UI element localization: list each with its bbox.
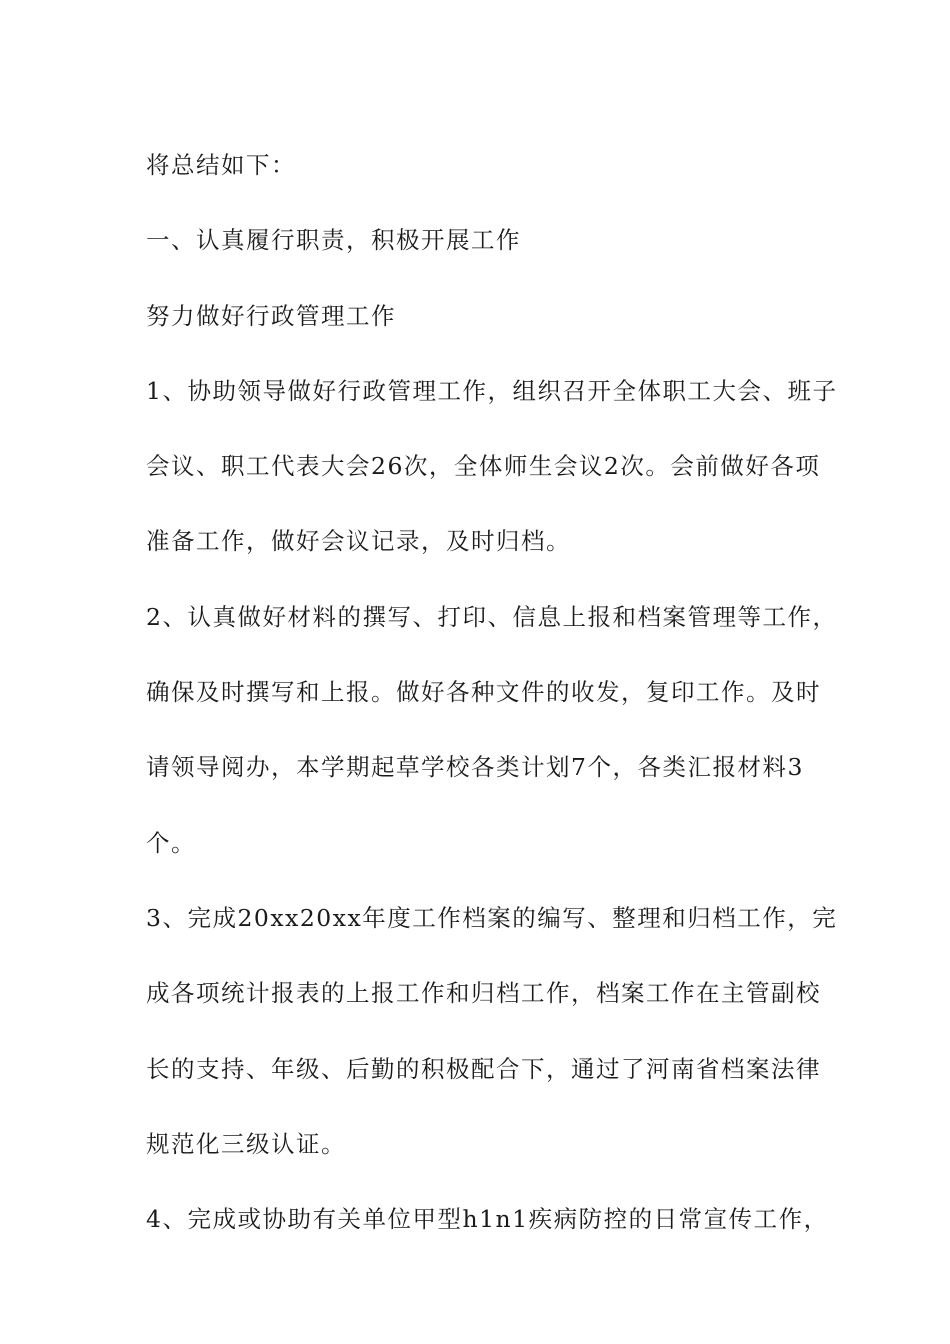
paragraph-item-2 [146, 580, 838, 881]
text-line: 一、认真履行职责，积极开展工作 [146, 226, 521, 255]
paragraph-item-1 [146, 354, 838, 580]
paragraph-intro [146, 128, 810, 203]
text-line: 2、认真做好材料的撰写、打印、信息上报和档案管理等工作， [146, 602, 838, 631]
text-line: 4、完成或协助有关单位甲型h1n1疾病防控的日常宣传工作， [146, 1205, 829, 1234]
text-line: 努力做好行政管理工作 [146, 301, 396, 330]
section-heading [146, 203, 810, 278]
text-line: 3、完成20xx20xx年度工作档案的编写、整理和归档工作，完 [146, 903, 838, 932]
document-body [146, 128, 838, 1257]
subsection-heading [146, 279, 810, 354]
text-line: 会议、职工代表大会26次，全体师生会议2次。会前做好各项 [146, 452, 821, 481]
paragraph-item-3 [146, 881, 838, 1182]
text-line: 个。 [146, 828, 196, 857]
text-line: 确保及时撰写和上报。做好各种文件的收发，复印工作。及时 [146, 678, 821, 707]
text-line: 成各项统计报表的上报工作和归档工作，档案工作在主管副校 [146, 979, 821, 1008]
text-line: 长的支持、年级、后勤的积极配合下，通过了河南省档案法律 [146, 1054, 821, 1083]
paragraph-item-4 [146, 1182, 829, 1257]
text-line: 将总结如下： [146, 151, 296, 179]
text-line: 1、协助领导做好行政管理工作，组织召开全体职工大会、班子 [146, 376, 838, 405]
text-line: 准备工作，做好会议记录，及时归档。 [146, 527, 571, 556]
text-line: 请领导阅办，本学期起草学校各类计划7个，各类汇报材料3 [146, 753, 804, 782]
text-line: 规范化三级认证。 [146, 1129, 346, 1158]
